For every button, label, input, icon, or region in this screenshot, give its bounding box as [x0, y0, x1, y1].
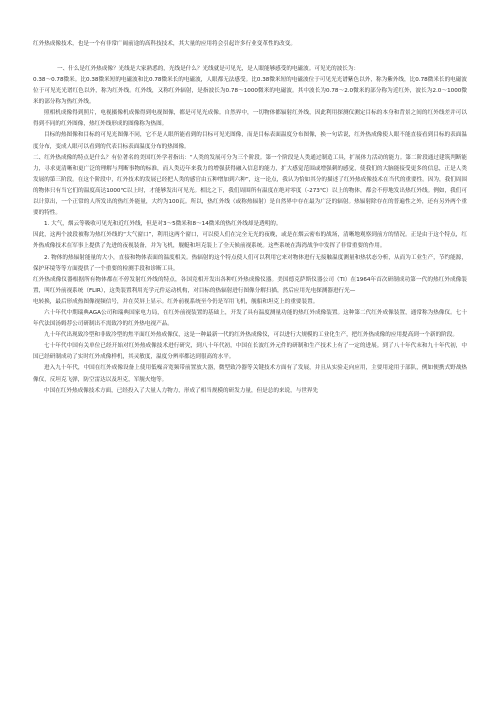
section-2-paragraph-11: 中国在红外热成像技术方面，已经投入了大量人力物力，形成了相当规模的研发力量，但是总的来说，与世界先: [44, 387, 319, 394]
section-2-paragraph-10: 进入九十年代，中国在红外成像设备上使用低噪音宽频带前置放大器，微型致冷器等关键技术方面有了发展，并且从实验走向应用，主要用途用于部队，例如便携式野战热像仪，反坦克飞弹，防空雷达以及坦克，军舰火炮等。: [33, 365, 467, 383]
section-2-paragraph-6: 电转换，最后形成热图像视频信号，并在荧屏上显示。红外前视系统至今仍是军用飞机，舰船和坦克上的重要装置。: [33, 298, 319, 305]
section-1-paragraph-2: 照相机成像得到照片，电视摄像机成像得到电视图像，都是可见光成像。自然界中，一切物体都辐射红外线，因此利用探测仪测定目标的本身和背景之间的红外线差并可以得到不同的红外图像，热红外线形成的图像称为热图。: [33, 110, 467, 128]
section-1-paragraph-3: 目标的热图像和目标的可见光图像不同，它不是人眼所能看到的目标可见光图像，而是目标表面温度分布图像，换一句话说，红外热成像使人眼不能直接看到目标的表面温度分布，变成人眼可以看到的代表目标表面温度分布的热图像。: [33, 132, 467, 150]
section-2-paragraph-3: 因此，这两个波段被称为热红外线的“大气窗口”，利用这两个窗口，可以使人们在完全无光的夜晚，或是在烟云密布的战场，清晰地观察到前方的情况。正是由于这个特点，红外热成像技术在军事上提供了先进的夜视装备，并为飞机，舰艇和坦克装上了全天候前视系统。这些系统在海湾战争中发挥了非常重要的作用。: [33, 232, 467, 250]
section-2-paragraph-4: 2. 物体的热辐射能量的大小，直接和物体表面的温度相关。热辐射的这个特点使人们可以利用它来对物体进行无接触温度测量和热状态分析，从而为工业生产，节约能源，保护环境等等方面提供了一个重要的检测手段和诊断工具。: [33, 254, 467, 272]
section-2-paragraph-5: 红外热成像仪器根据所有物体都在不停发射红外线的特点，各国竞相开发出各种红外热成像仪器。美国德克萨斯仪器公司（TI）在1964年首次研制成功第一代的热红外成像装置，叫红外前视系统（FLIR），这类装置利用光学元件运动机构，对目标的热辐射进行图像分解扫描，然后应用光电探测器进行光—: [33, 276, 467, 294]
section-2-paragraph-1: 二、红外热成像的特点是什么？有位著名的美国红外学者指出：“人类的发展可分为三个阶段。第一个阶段是人类通过制造工具，扩展体力活动的能力。第二阶段通过建筑判断能力，寻求更清晰和更广泛的理解与判断事物的标准，而人类迈年来我力的增强获得融入信息的能力，扩大感觉范围或增强刺的感觉，使我们的大脑能接受更多的信息，正是人类发展的第三阶段。在这个阶段中，红外技术的发展已经把人类的感官由五种增加到六种”，这一论点，我认为恰如其分的描述了红外热成像技术在当代的重要性。因为，我们周围的物体只有当它们的温度高达1000℃以上时，才能够发出可见光。相比之下，我们周围所有温度在绝对零度（-273℃）以上的物体，都会不停地发出热红外线。例如，我们可以计算出，一个正常的人所发出的热红外能量，大约为100瓦。所以，热红外线（或称热辐射）是自然界中存在最为广泛的辐射。热辐射除存在的普遍性之外，还有另外两个重要的特性。: [33, 154, 467, 217]
intro-paragraph: 红外热成像技术，也是一个有非常广阔前途的高科技技术，其大量的应用将会引起许多行业变革性的改变。: [33, 41, 296, 47]
section-1-paragraph-1: 0.38～0.78微米。比0.38微米短的电磁波和比0.78微米长的电磁波，人眼都无法感受。比0.38微米短的电磁波位于可见光光谱紫色以外，称为紫外线，比0.78微米长的电磁波位于可见光光谱红色以外，称为红外线。红外线，又称红外辐射，是指波长为0.78～1000微米的电磁波。其中波长为0.78～2.0微米的部分称为近红外，波长为2.0～1000微米的部分称为热红外线。: [33, 77, 467, 106]
section-2-paragraph-7: 六十年代中期瑞典AGA公司和瑞典国家电力局，在红外前视装置的基础上，开发了具有温度测量功能的热红外成像装置。这种第二代红外成像装置，通常称为热像仪。七十年代法国汤姆荐公司研制出不需致冷的红外热电视产品。: [33, 309, 467, 328]
section-2-paragraph-8: 九十年代出现致冷型和非致冷型的焦平面红外热成像仪，这是一种最新一代的红外热成像仪，可以进行大规模的工业化生产，把红外热成像的应用提高到一个新的阶段。: [44, 332, 458, 339]
section-1-title: 一、什么是红外热成像？光线是大家熟悉的，光线是什么？光线就是可见光，是人眼能够感受的电磁波。可见光的波长为：: [57, 66, 360, 72]
section-2-paragraph-2: 1. 大气，烟云等吸收可见光和近红外线，但是对3～5微米和8～14微米的热红外线却是透明的。: [44, 221, 282, 228]
section-2-paragraph-9: 七十年代中国有关单位已经开始对红外热成像技术进行研究，到八十年代初，中国在长波红外元件的研制和生产技术上有了一定的进展。到了八十年代末和九十年代初，中国已经研制成功了实时红外成像样机，其灵敏度，温度分辨率都达到很高的水平。: [33, 343, 467, 361]
